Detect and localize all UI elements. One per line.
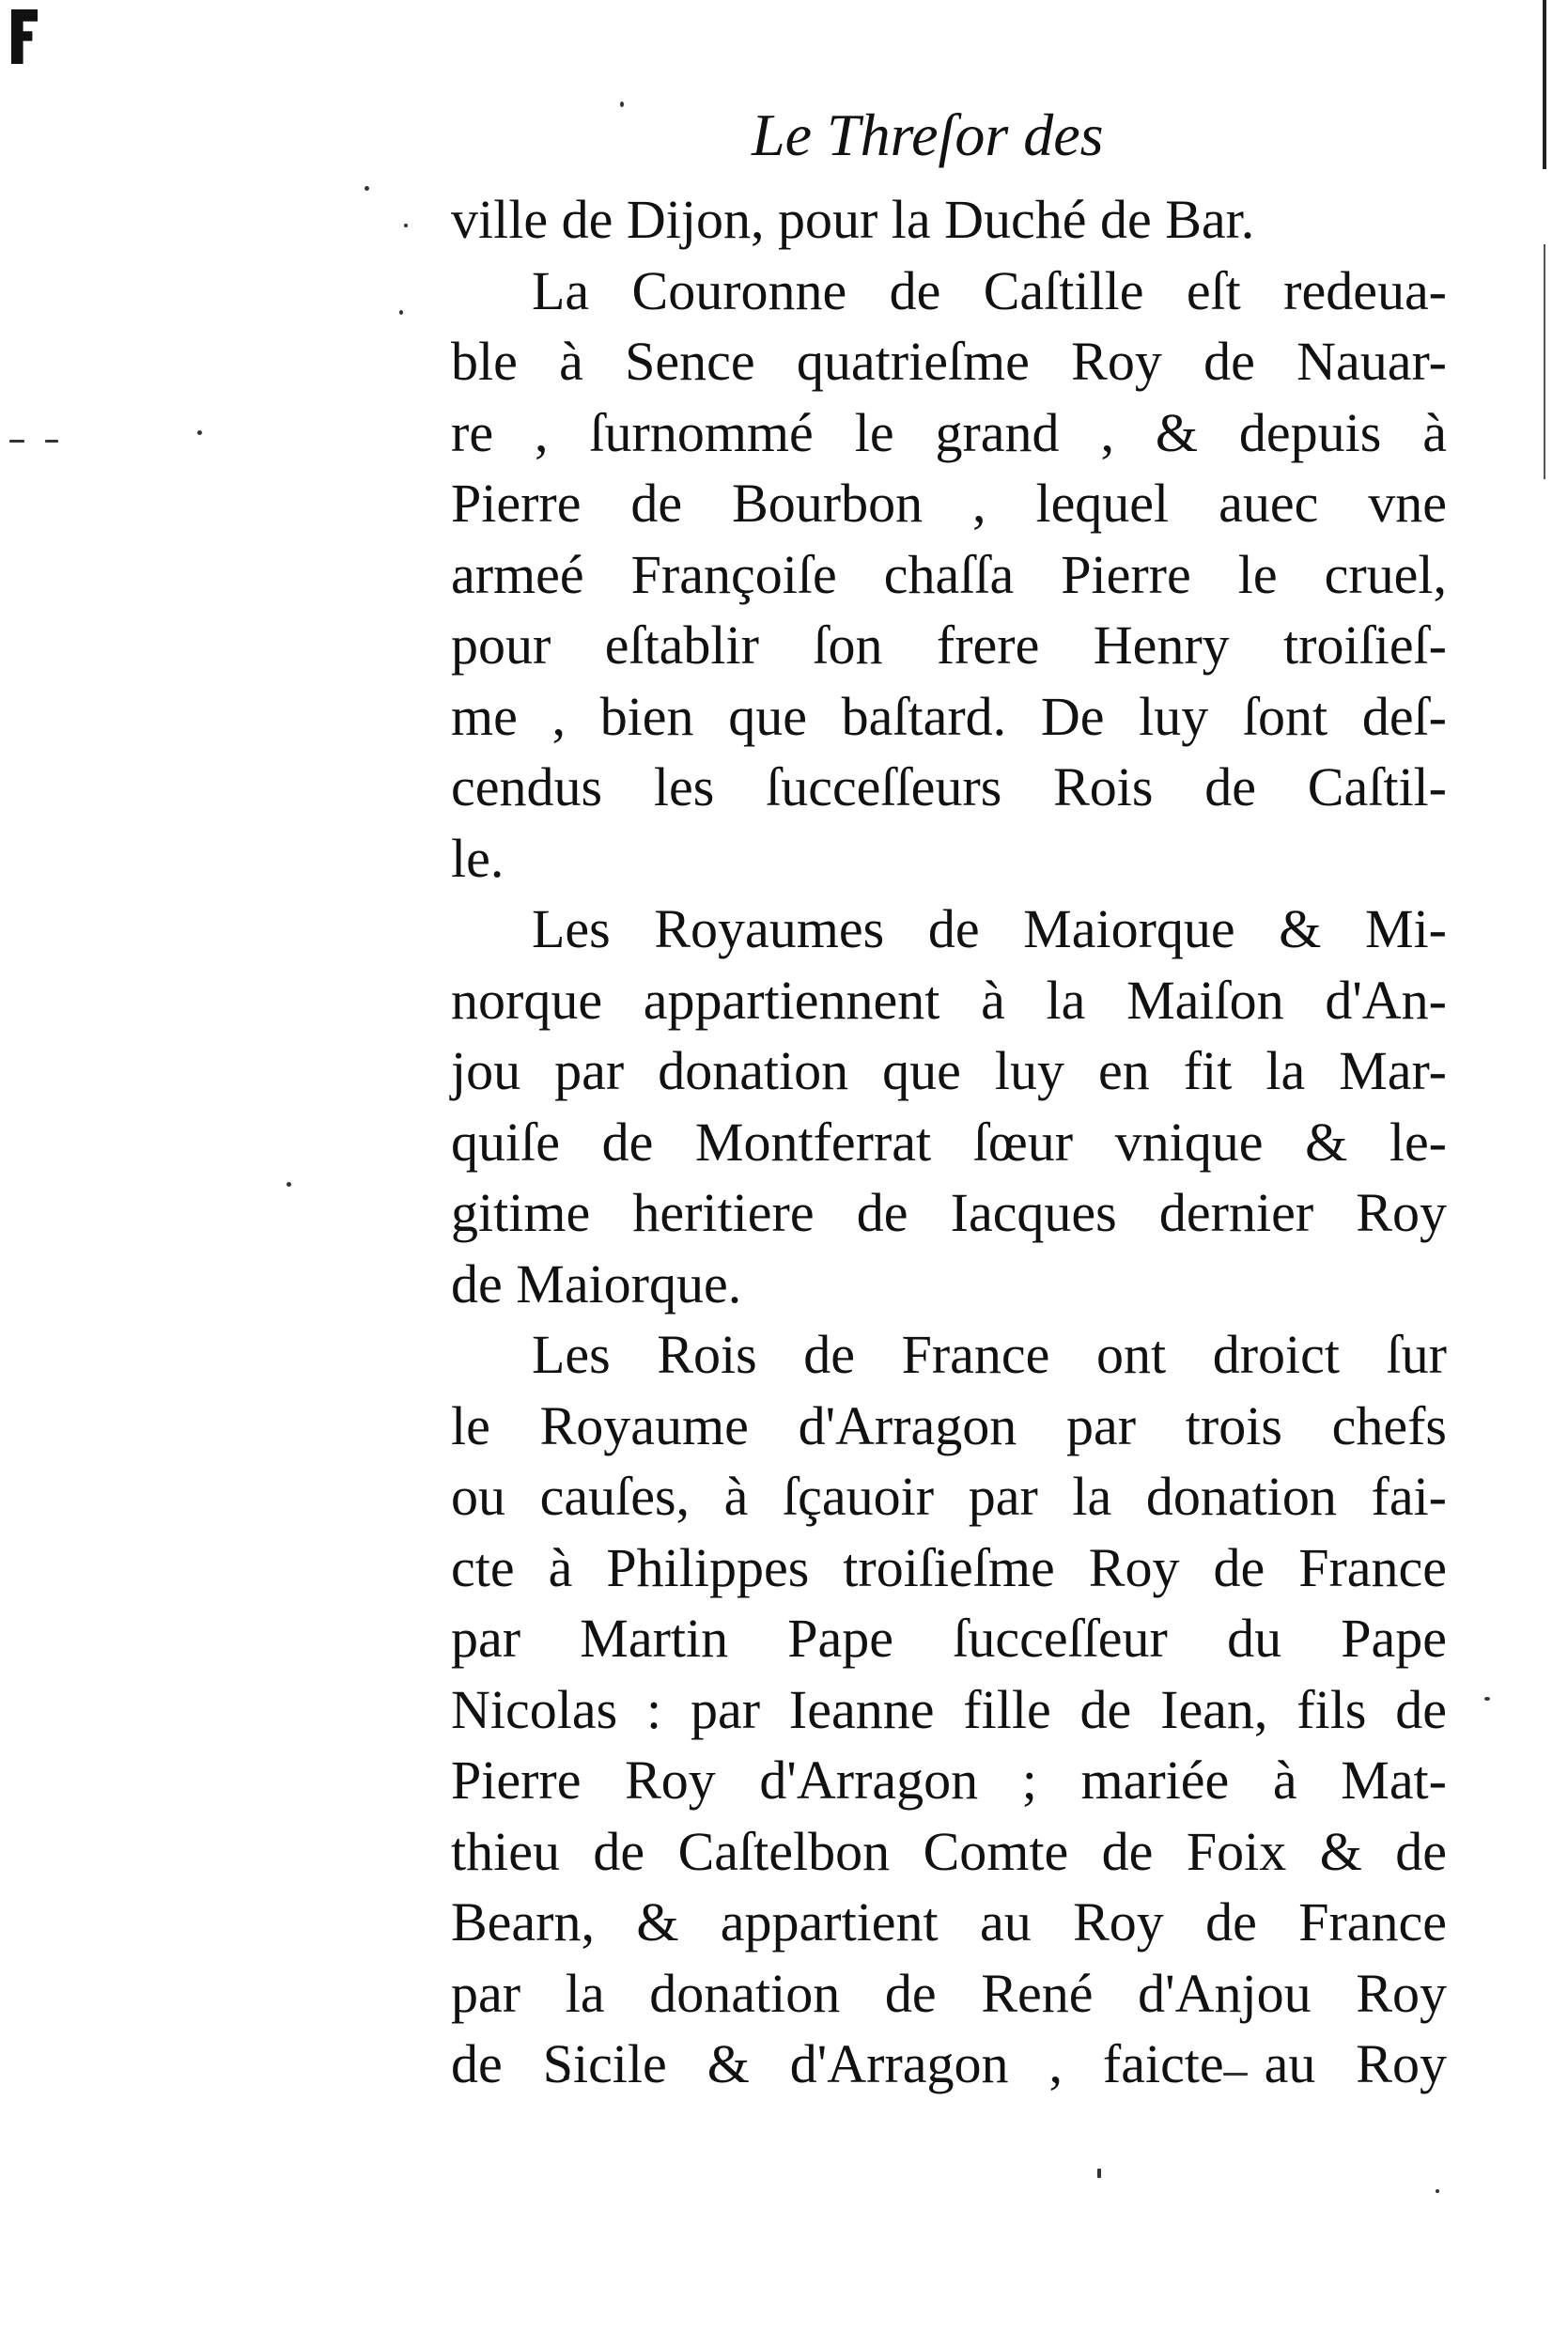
text-line: Pierre de Bourbon , lequel auec vne — [451, 473, 1447, 534]
running-head: Le Threſor des — [752, 101, 1104, 168]
text-line: jou par donation que luy en fit la Mar- — [451, 1040, 1447, 1101]
text-line: armeé Françoiſe chaſſa Pierre le cruel, — [451, 543, 1447, 605]
text-line: Bearn, & appartient au Roy de France — [451, 1891, 1447, 1952]
text-line: Nicolas : par Ieanne fille de Iean, fils de — [451, 1678, 1447, 1740]
text-line: par Martin Pape ſucceſſeur du Pape — [451, 1608, 1447, 1669]
text-line: pour eſtablir ſon frere Henry troiſieſ- — [451, 614, 1447, 676]
printer-mark — [11, 9, 38, 64]
text-line: thieu de Caſtelbon Comte de Foix & de — [451, 1820, 1447, 1882]
text-line: gitime heritiere de Iacques dernier Roy — [451, 1182, 1447, 1243]
text-line: me , bien que baſtard. De luy ſont deſ- — [451, 685, 1447, 747]
text-line: le Royaume d'Arragon par trois chefs — [451, 1394, 1447, 1456]
text-line: de Sicile & d'Arragon , faicte au Roy — [451, 2033, 1447, 2094]
text-line: re , ſurnommé le grand , & depuis à — [451, 401, 1447, 463]
text-line: de Maiorque. — [451, 1252, 742, 1315]
text-line: ou cauſes, à ſçauoir par la donation fai- — [451, 1466, 1447, 1527]
text-line: Les Royaumes de Maiorque & Mi- — [532, 898, 1447, 959]
text-line: quiſe de Montferrat ſœur vnique & le- — [451, 1111, 1447, 1173]
text-line: cendus les ſucceſſeurs Rois de Caſtil- — [451, 756, 1447, 817]
text-line: ble à Sence quatrieſme Roy de Nauar- — [451, 331, 1447, 392]
text-line: ville de Dijon, pour la Duché de Bar. — [451, 189, 1255, 250]
text-line: Les Rois de France ont droict ſur — [532, 1324, 1447, 1385]
text-line: le. — [451, 827, 505, 889]
body-text — [451, 184, 1447, 2100]
text-line: La Couronne de Caſtille eſt redeua- — [532, 259, 1447, 321]
text-line: cte à Philippes troiſieſme Roy de France — [451, 1536, 1447, 1598]
binding-edge-rule — [1543, 0, 1546, 169]
text-line: norque appartiennent à la Maiſon d'An- — [451, 969, 1447, 1031]
text-line: par la donation de René d'Anjou Roy — [451, 1962, 1447, 2024]
text-line: Pierre Roy d'Arragon ; mariée à Mat- — [451, 1750, 1447, 1811]
binding-edge-rule-lower — [1544, 244, 1545, 479]
